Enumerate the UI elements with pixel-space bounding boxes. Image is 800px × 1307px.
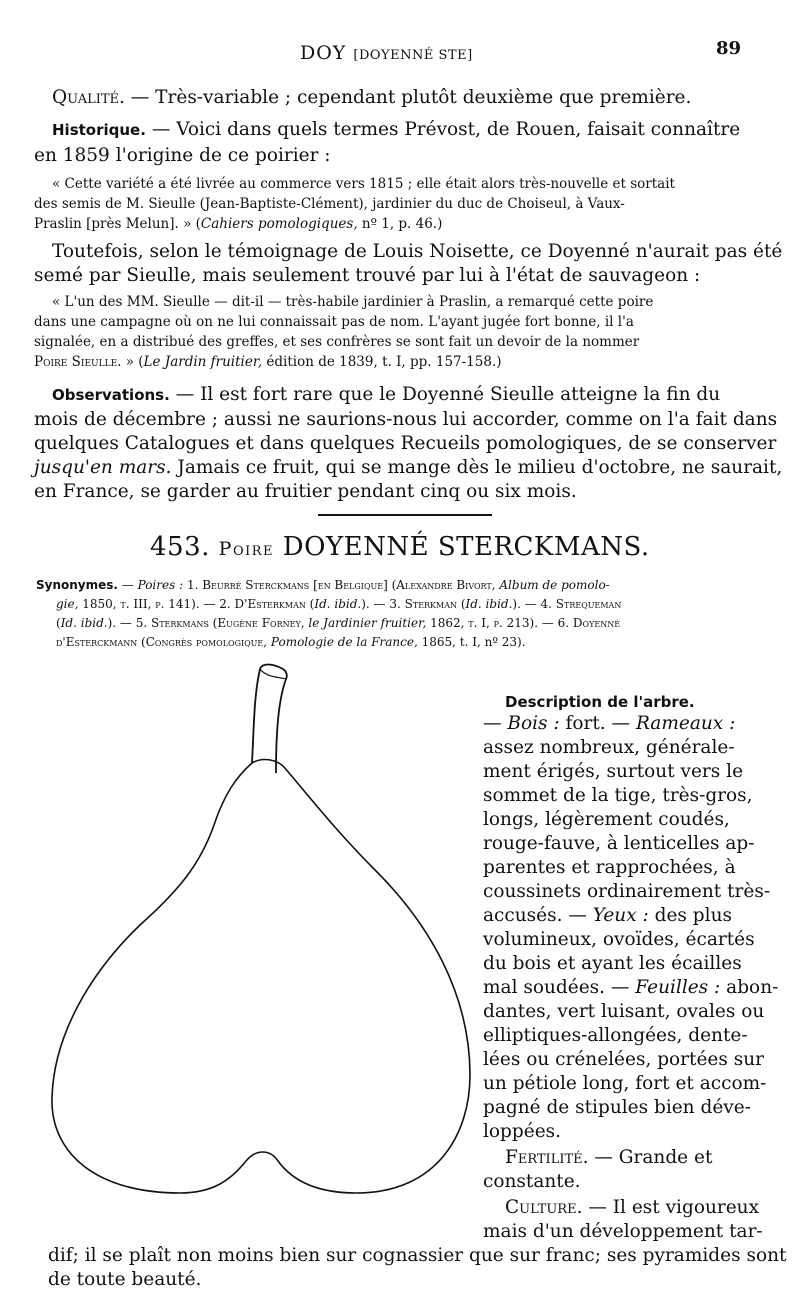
quote1-line-1: « Cette variété a été livrée au commerce vers 1815 ; elle était alors très-nouvelle et sortait [52, 176, 675, 192]
syn-text-2: 1850, t. III, p. 141). — 2. D'Esterkman ( [78, 597, 315, 611]
desc-mal-soudees: mal soudées. — [483, 977, 636, 998]
desc-line-08: coussinets ordinairement très- [483, 881, 771, 902]
historique-label: Historique. [52, 121, 146, 139]
desc-line-09 [483, 904, 732, 928]
desc-line-17: pagné de stipules bien déve- [483, 1097, 751, 1118]
desc-abon: abon- [720, 977, 779, 998]
pear-outline-drawing-icon [40, 655, 480, 1200]
desc-line-10: volumineux, ovoïdes, écartés [483, 929, 755, 950]
syn-gie: gie, [56, 597, 79, 611]
page-number: 89 [716, 38, 742, 59]
observations-text-1: — Il est fort rare que le Doyenné Sieulle atteigne la fin du [169, 384, 721, 405]
running-header [300, 42, 473, 64]
desc-line-05: longs, légèrement coudés, [483, 809, 730, 830]
quote2-text: Poire Sieulle. » ( [34, 354, 144, 370]
pear-body [52, 760, 470, 1193]
fertilite-line-1 [505, 1146, 712, 1170]
observations-line-2: mois de décembre ; aussi ne saurions-nous lui accorder, comme on l'a fait dans [34, 409, 778, 430]
synonymes-line-3 [56, 614, 620, 633]
syn-text-3: ). — 3. Sterkman ( [361, 597, 466, 611]
synonymes-line-4 [56, 633, 526, 652]
syn-text-4: ). — 4. Strequeman [512, 597, 622, 611]
synonymes-label: Synonymes. [36, 578, 118, 592]
header-title: DOY [300, 42, 347, 64]
historique-text-1: — Voici dans quels termes Prévost, de Rouen, faisait connaître [145, 119, 741, 140]
toutefois-line-2: semé par Sieulle, mais seulement trouvé par lui à l'état de sauvageon : [34, 265, 701, 286]
description-heading [505, 690, 695, 714]
quote1-reference: Cahiers pomologiques, [200, 216, 358, 232]
final-line-2: de toute beauté. [48, 1269, 202, 1290]
quote1-pages: nº 1, p. 46.) [357, 216, 443, 232]
entry-title [150, 532, 650, 562]
syn-pomologie: Pomologie de la France, [270, 635, 418, 649]
desc-dash: — [483, 713, 508, 734]
observations-line-5: en France, se garder au fruitier pendant cinq ou six mois. [34, 481, 577, 502]
observations-text-4: Jamais ce fruit, qui se mange dès le milieu d'octobre, ne saurait, [171, 457, 783, 478]
culture-line-2: mais d'un développement tar- [483, 1221, 763, 1242]
quote2-line-1: « L'un des MM. Sieulle — dit-il — très-habile jardinier à Praslin, a remarqué cette poire [52, 294, 654, 310]
quote1-text: Praslin [près Melun]. » ( [34, 216, 201, 232]
fertilite-text: — Grande et [588, 1147, 713, 1168]
desc-bois: Bois : [507, 713, 560, 734]
quote2-line-4 [34, 352, 502, 372]
syn-ibid-2: Id. ibid. [465, 597, 513, 611]
syn-text-1: 1. Beurré Sterckmans [en Belgique] (Alexandre Bivort, [183, 578, 500, 592]
desc-line-01 [483, 712, 735, 736]
syn-paren: ( [56, 616, 61, 630]
observations-label: Observations. [52, 386, 170, 404]
syn-dash: — [117, 578, 138, 592]
historique-line-1 [52, 118, 740, 142]
entry-name: DOYENNÉ STERCKMANS. [282, 532, 650, 562]
final-line-1: dif; il se plaît non moins bien sur cognassier que sur franc; ses pyramides sont [48, 1245, 787, 1266]
desc-accuses: accusés. — [483, 905, 593, 926]
fertilite-line-2: constante. [483, 1171, 581, 1192]
culture-line-1 [505, 1196, 759, 1220]
desc-line-18: loppées. [483, 1121, 562, 1142]
qualite-text: — Très-variable ; cependant plutôt deuxième que première. [124, 87, 692, 108]
syn-text-6: 1862, t. I, p. 213). — 6. Doyenné [426, 616, 621, 630]
description-heading-text: Description de l'arbre. [505, 693, 695, 711]
quote1-line-3 [34, 214, 442, 234]
quote2-line-3: signalée, en a distribué des greffes, et ses confrères se sont fait un devoir de la nommer [34, 334, 640, 350]
desc-line-16: un pétiole long, fort et accom- [483, 1073, 767, 1094]
desc-line-03: ment érigés, surtout vers le [483, 761, 744, 782]
desc-feuilles: Feuilles : [635, 977, 721, 998]
syn-text-7: d'Esterckmann (Congrès pomologique, [56, 635, 271, 649]
fertilite-label: Fertilité. [505, 1147, 589, 1168]
synonymes-line-1 [36, 576, 610, 595]
entry-number: 453. [150, 532, 210, 562]
syn-text-8: 1865, t. I, nº 23). [417, 635, 526, 649]
desc-line-04: sommet de la tige, très-gros, [483, 785, 753, 806]
section-divider [318, 514, 492, 516]
desc-fort: fort. — [559, 713, 636, 734]
syn-ibid-1: Id. ibid. [314, 597, 362, 611]
desc-line-13: dantes, vert luisant, ovales ou [483, 1001, 765, 1022]
toutefois-line-1: Toutefois, selon le témoignage de Louis Noisette, ce Doyenné n'aurait pas été [52, 241, 783, 262]
desc-line-07: parentes et rapprochées, à [483, 857, 736, 878]
desc-line-14: elliptiques-allongées, dente- [483, 1025, 748, 1046]
observations-italic: jusqu'en mars. [34, 457, 172, 478]
synonymes-line-2 [56, 595, 621, 614]
quote2-line-2: dans une campagne où on ne lui connaissait pas de nom. L'ayant jugée fort bonne, il l'a [34, 314, 634, 330]
desc-line-12 [483, 976, 778, 1000]
desc-line-02: assez nombreux, générale- [483, 737, 735, 758]
desc-line-15: lées ou crénelées, portées sur [483, 1049, 764, 1070]
culture-text: — Il est vigoureux [582, 1197, 760, 1218]
historique-line-2: en 1859 l'origine de ce poirier : [34, 145, 331, 166]
pear-stem-tip [260, 669, 286, 679]
syn-poires: Poires : [137, 578, 184, 592]
desc-des-plus: des plus [648, 905, 732, 926]
observations-line-4 [34, 456, 782, 480]
desc-line-11: du bois et ayant les écailles [483, 953, 742, 974]
qualite-paragraph [52, 86, 691, 110]
observations-line-1 [52, 383, 720, 407]
syn-jardinier: le Jardinier fruitier, [308, 616, 427, 630]
quote2-pages: édition de 1839, t. I, pp. 157-158.) [262, 354, 502, 370]
header-subtitle: [DOYENNÉ STE] [353, 48, 473, 63]
desc-line-06: rouge-fauve, à lenticelles ap- [483, 833, 755, 854]
desc-rameaux: Rameaux : [635, 713, 736, 734]
syn-ibid-3: Id. ibid. [60, 616, 108, 630]
syn-text-5: ). — 5. Sterkmans (Eugène Forney, [107, 616, 309, 630]
quote1-line-2: des semis de M. Sieulle (Jean-Baptiste-Clément), jardinier du duc de Choiseul, à Vaux- [34, 196, 625, 212]
quote2-reference: Le Jardin fruitier, [143, 354, 263, 370]
syn-album: Album de pomolo- [499, 578, 610, 592]
pear-stem [252, 665, 287, 774]
observations-line-3: quelques Catalogues et dans quelques Recueils pomologiques, de se conserver [34, 433, 777, 454]
qualite-label: Qualité. [52, 87, 125, 108]
desc-yeux: Yeux : [592, 905, 649, 926]
entry-poire: Poire [218, 538, 275, 560]
culture-label: Culture. [505, 1197, 583, 1218]
